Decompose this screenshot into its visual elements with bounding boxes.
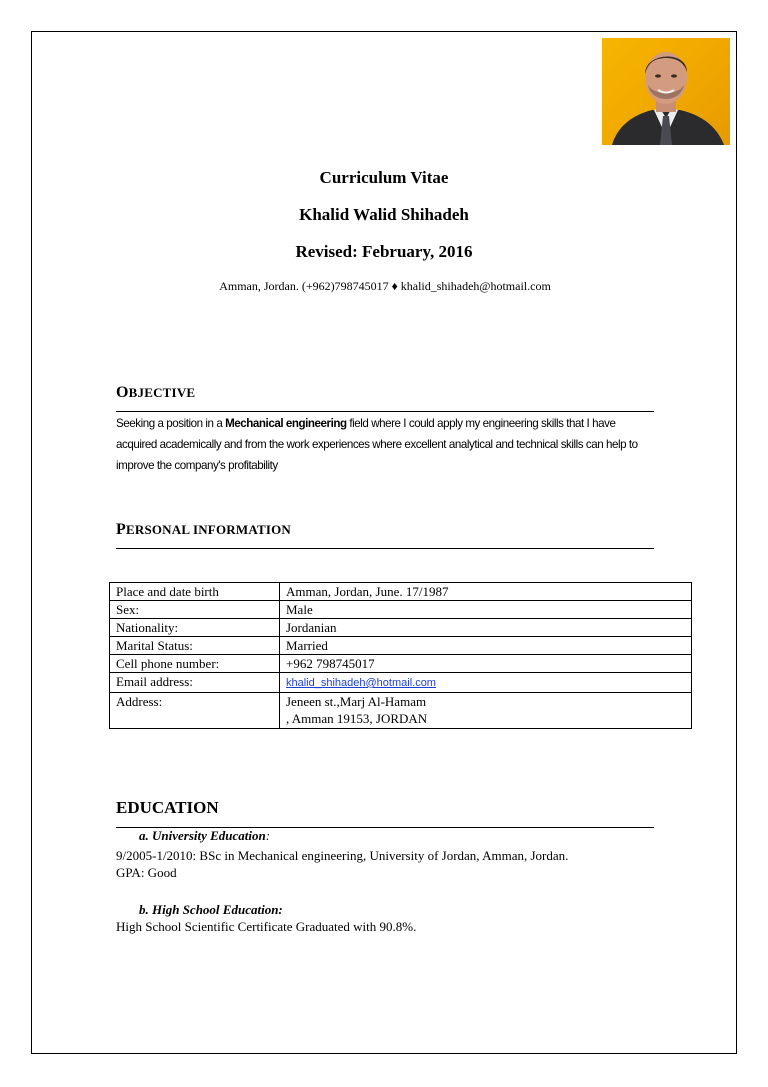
table-row	[110, 601, 692, 619]
row-label: Cell phone number:	[110, 655, 280, 673]
revised-date: Revised: February, 2016	[295, 242, 473, 261]
university-heading-text: a. University Education	[139, 828, 266, 843]
table-row	[110, 693, 692, 729]
row-value: +962 798745017	[280, 655, 692, 673]
candidate-name: Khalid Walid Shihadeh	[299, 205, 469, 224]
objective-text-rest: field where I could apply my engineering skills that I have acquired academically and from the work experiences where excellent analytical and technical skills can help to improve the company's profitability	[116, 417, 638, 472]
profile-photo	[602, 38, 730, 145]
highschool-details: High School Scientific Certificate Graduated with 90.8%.	[116, 919, 417, 934]
email-link[interactable]: khalid_shihadeh@hotmail.com	[286, 677, 436, 689]
objective-heading	[116, 384, 195, 402]
row-label: Nationality:	[110, 619, 280, 637]
contact-line: Amman, Jordan. (+962)798745017 ♦ khalid_shihadeh@hotmail.com	[219, 279, 551, 293]
row-label: Marital Status:	[110, 637, 280, 655]
objective-text-lead: Seeking a position in a	[116, 417, 226, 430]
table-row	[110, 655, 692, 673]
table-row	[110, 619, 692, 637]
row-value: Married	[280, 637, 692, 655]
cv-title: Curriculum Vitae	[319, 168, 449, 187]
row-value	[280, 673, 692, 693]
row-value: Male	[280, 601, 692, 619]
education-heading: EDUCATION	[116, 798, 219, 817]
row-label: Email address:	[110, 673, 280, 693]
university-heading-colon: :	[265, 828, 271, 843]
address-line-2: , Amman 19153, JORDAN	[286, 711, 428, 726]
row-value	[280, 693, 692, 729]
table-row	[110, 637, 692, 655]
row-label: Place and date birth	[110, 583, 280, 601]
objective-text-field: Mechanical engineering	[225, 417, 347, 430]
personal-info-table	[109, 582, 692, 729]
table-row	[110, 583, 692, 601]
table-row	[110, 673, 692, 693]
row-value: Jordanian	[280, 619, 692, 637]
personal-info-divider	[116, 548, 654, 549]
objective-divider	[116, 411, 654, 412]
university-gpa: GPA: Good	[116, 865, 177, 880]
university-details: 9/2005-1/2010: BSc in Mechanical engineering, University of Jordan, Amman, Jordan.	[116, 848, 569, 863]
university-heading	[139, 828, 270, 844]
highschool-heading: b. High School Education:	[139, 902, 283, 917]
address-line-1: Jeneen st.,Marj Al-Hamam	[286, 694, 427, 709]
objective-text	[116, 413, 656, 476]
personal-info-heading-rest: ERSONAL INFORMATION	[125, 522, 291, 537]
personal-info-heading-initial: P	[116, 521, 126, 538]
row-value: Amman, Jordan, June. 17/1987	[280, 583, 692, 601]
personal-info-heading	[116, 521, 291, 539]
row-label: Address:	[110, 693, 280, 729]
row-label: Sex:	[110, 601, 280, 619]
objective-heading-initial: O	[116, 384, 129, 401]
objective-heading-rest: BJECTIVE	[128, 385, 196, 400]
